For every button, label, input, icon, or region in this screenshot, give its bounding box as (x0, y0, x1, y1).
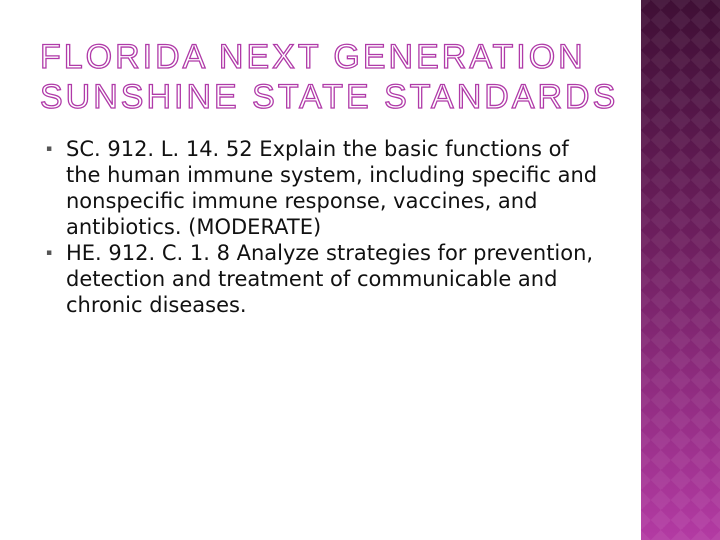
bullet-text: SC. 912. L. 14. 52 Explain the basic functions of the human immune system, including specific and nonspecific immune response, vaccines, and antibiotics. (MODERATE) (66, 137, 598, 239)
title-line-1: FLORIDA NEXT GENERATION (40, 38, 586, 76)
decorative-side-panel (641, 0, 720, 540)
bullet-list (46, 136, 606, 318)
bullet-text: HE. 912. C. 1. 8 Analyze strategies for prevention, detection and treatment of communicable and chronic diseases. (66, 241, 594, 317)
title-line-2: SUNSHINE STATE STANDARDS (40, 78, 619, 116)
bullet-marker-icon: ▪ (46, 248, 53, 258)
slide-title (0, 0, 620, 120)
bullet-item (46, 136, 606, 240)
bullet-marker-icon: ▪ (46, 144, 53, 154)
bullet-item (46, 240, 606, 318)
